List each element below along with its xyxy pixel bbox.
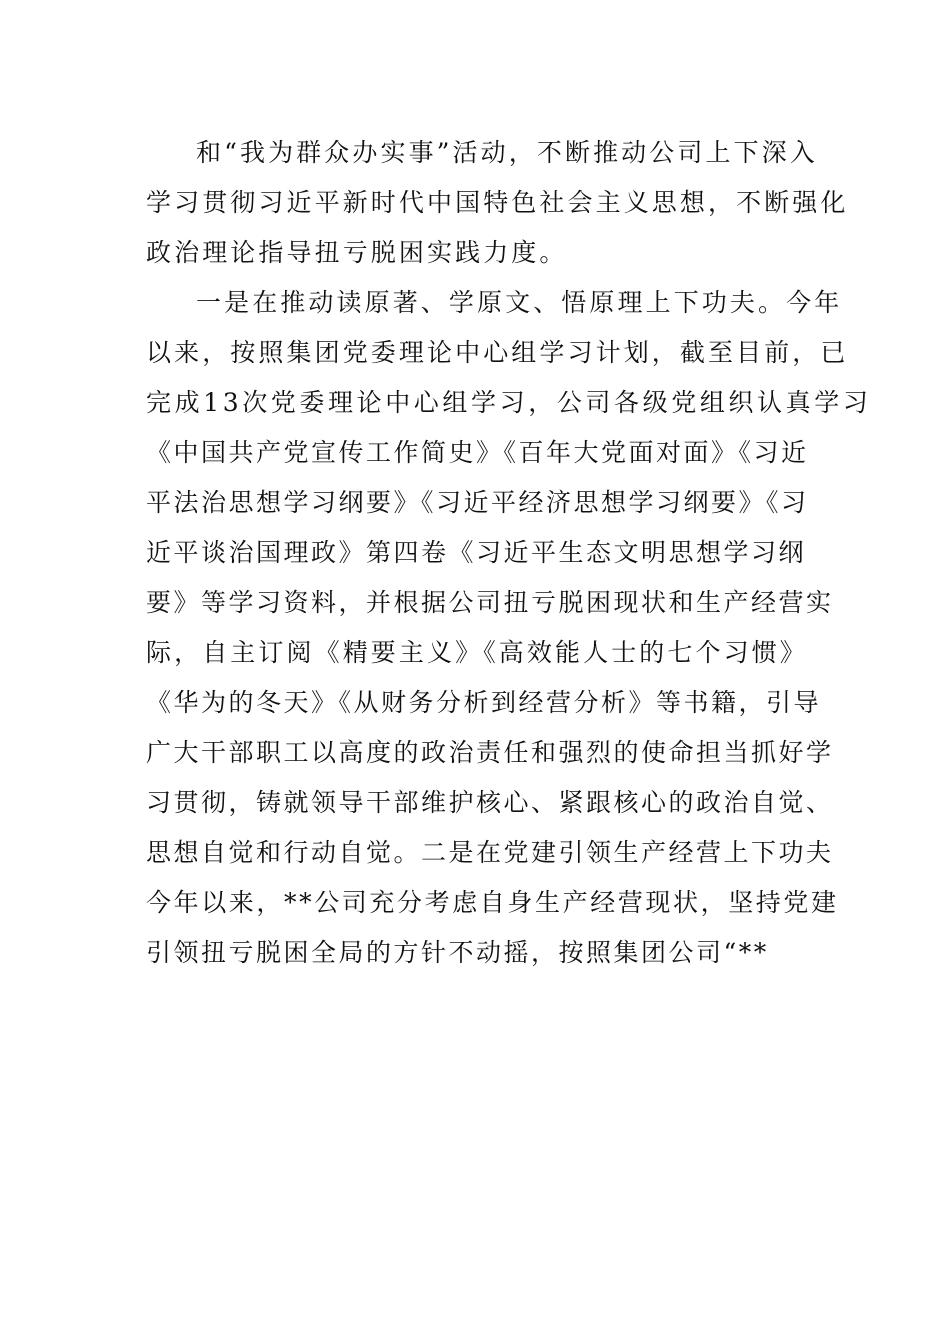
line-text: 学习贯彻习近平新时代中国特色社会主义思想，不断强化 bbox=[146, 188, 849, 217]
line-text: 近平谈治国理政》第四卷《习近平生态文明思想学习纲 bbox=[146, 538, 807, 567]
line-text: 政治理论指导扭亏脱困实践力度。 bbox=[146, 238, 568, 267]
text-line bbox=[0, 678, 950, 728]
line-text: 《华为的冬天》《从财务分析到经营分析》等书籍，引导 bbox=[146, 688, 822, 717]
text-line bbox=[0, 228, 950, 278]
line-text: 《中国共产党宣传工作简史》《百年大党面对面》《习近 bbox=[146, 438, 809, 467]
text-line bbox=[0, 778, 950, 828]
text-line bbox=[0, 278, 950, 328]
text-line bbox=[0, 578, 950, 628]
line-text: 广大干部职工以高度的政治责任和强烈的使命担当抓好学 bbox=[146, 738, 834, 767]
text-line bbox=[0, 378, 950, 428]
line-text: 习贯彻，铸就领导干部维护核心、紧跟核心的政治自觉、 bbox=[146, 788, 834, 817]
text-line bbox=[0, 928, 950, 978]
text-line bbox=[0, 728, 950, 778]
text-line bbox=[0, 178, 950, 228]
text-line bbox=[0, 878, 950, 928]
line-text: 平法治思想学习纲要》《习近平经济思想学习纲要》《习 bbox=[146, 488, 809, 517]
text-line bbox=[0, 478, 950, 528]
text-line bbox=[0, 628, 950, 678]
line-text: 一是在推动读原著、学原文、悟原理上下功夫。今年 bbox=[196, 288, 843, 317]
line-text: 引领扭亏脱困全局的方针不动摇，按照集团公司“** bbox=[146, 938, 769, 967]
line-text: 和“我为群众办实事”活动，不断推动公司上下深入 bbox=[196, 138, 818, 167]
text-line bbox=[0, 428, 950, 478]
line-text: 今年以来，**公司充分考虑自身生产经营现状，坚持党建 bbox=[146, 888, 839, 917]
text-line bbox=[0, 328, 950, 378]
line-text: 思想自觉和行动自觉。二是在党建引领生产经营上下功夫 bbox=[146, 838, 834, 867]
text-line bbox=[0, 528, 950, 578]
line-text: 完成13次党委理论中心组学习，公司各级党组织认真学习 bbox=[146, 388, 872, 417]
line-text: 要》等学习资料，并根据公司扭亏脱困现状和生产经营实 bbox=[146, 588, 834, 617]
line-text: 际，自主订阅《精要主义》《高效能人士的七个习惯》 bbox=[146, 638, 808, 667]
text-line bbox=[0, 828, 950, 878]
text-line bbox=[0, 128, 950, 178]
line-text: 以来，按照集团党委理论中心组学习计划，截至目前，已 bbox=[146, 338, 849, 367]
